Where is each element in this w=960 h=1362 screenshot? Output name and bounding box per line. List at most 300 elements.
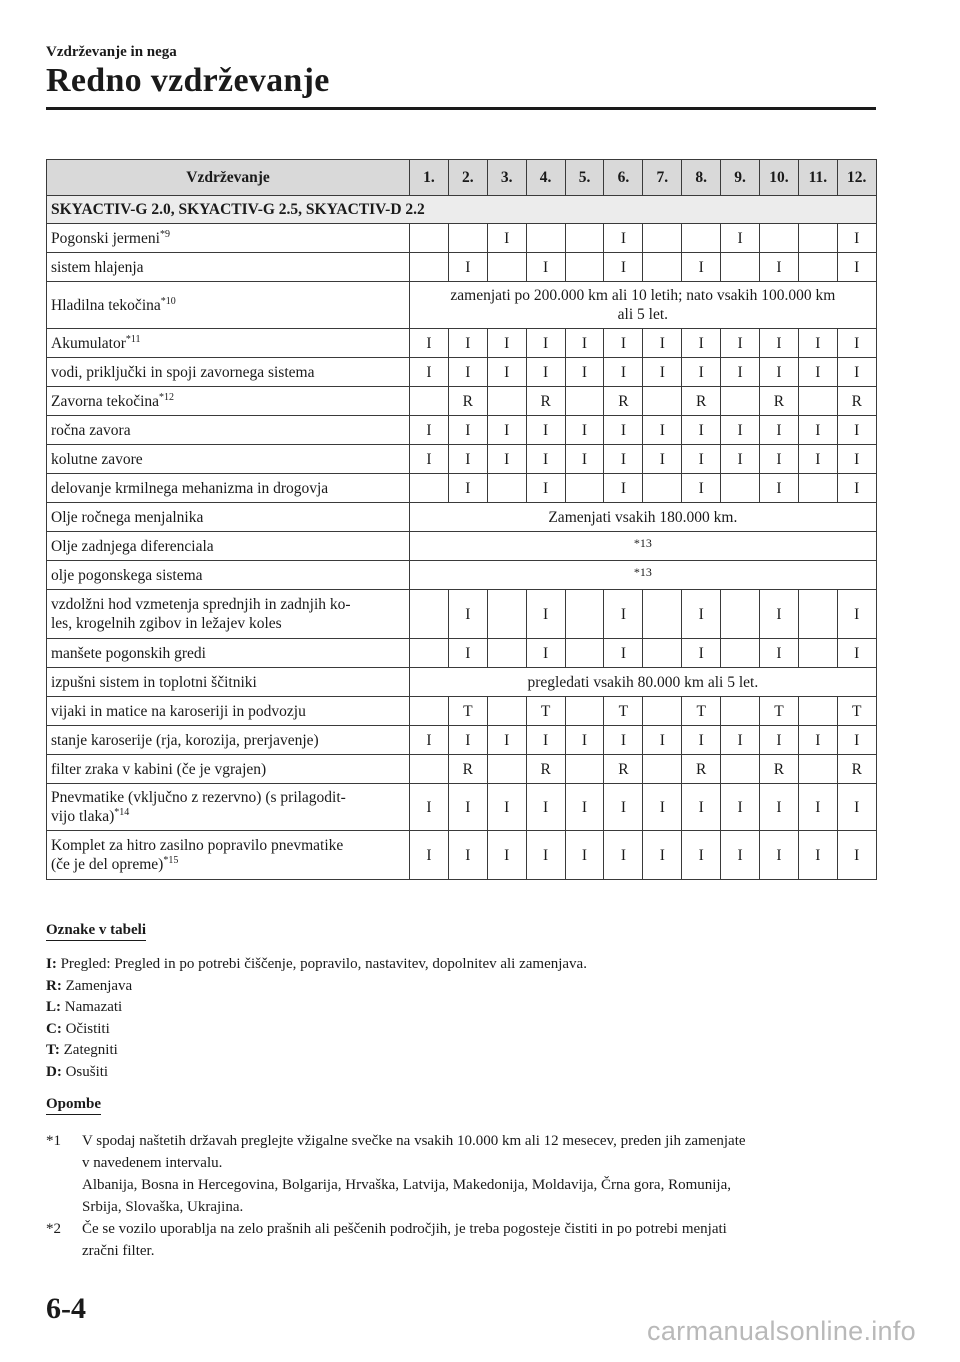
legend-key: I: (46, 956, 57, 972)
header-interval: 2. (448, 160, 487, 196)
interval-cell: I (798, 831, 837, 880)
row-name (47, 445, 410, 474)
table-row (47, 590, 877, 639)
interval-cell: I (837, 416, 876, 445)
footnote-line: V spodaj naštetih državah preglejte vžigalne svečke na vsakih 10.000 km ali 12 mesecev, preden jih zamenjate (82, 1133, 746, 1149)
interval-cell: I (643, 358, 682, 387)
interval-cell (565, 387, 604, 416)
row-name-text: vijaki in matice na karoseriji in podvozju (51, 702, 306, 720)
interval-cell: I (526, 474, 565, 503)
interval-cell: I (565, 784, 604, 831)
table-row (47, 445, 877, 474)
row-name-text: stanje karoserije (rja, korozija, prerjavenje) (51, 731, 319, 749)
footnote-ref: *15 (163, 854, 179, 866)
interval-cell (643, 755, 682, 784)
footnote-line: Albanija, Bosna in Hercegovina, Bolgarija, Hrvaška, Latvija, Makedonija, Moldavija, Črna gora, Romunija, (82, 1177, 731, 1193)
interval-cell: I (526, 726, 565, 755)
interval-cell: I (526, 253, 565, 282)
legend-text: Zamenjava (65, 977, 133, 994)
interval-cell: I (760, 253, 799, 282)
interval-cell (487, 639, 526, 668)
interval-span-cell: pregledati vsakih 80.000 km ali 5 let. (410, 668, 877, 697)
header-interval: 8. (682, 160, 721, 196)
table-row (47, 358, 877, 387)
row-name-text: Pogonski jermeni (51, 229, 160, 247)
interval-cell: I (410, 784, 449, 831)
row-name-text: delovanje krmilnega mehanizma in drogovja (51, 479, 329, 497)
row-name (47, 282, 410, 329)
row-name-text: Akumulator (51, 334, 126, 352)
interval-cell: I (487, 358, 526, 387)
interval-cell: I (760, 639, 799, 668)
interval-cell (487, 755, 526, 784)
notes-title: Opombe (46, 1096, 101, 1115)
interval-cell (798, 590, 837, 639)
interval-cell: I (682, 474, 721, 503)
row-name-line: Pnevmatike (vključno z rezervno) (s prilagodit- (51, 789, 346, 806)
row-name (47, 726, 410, 755)
interval-cell (643, 224, 682, 253)
footnote-ref: *11 (125, 333, 141, 345)
row-name-text: olje pogonskega sistema (51, 566, 203, 584)
table-header-row (47, 160, 877, 196)
table-row (47, 726, 877, 755)
table-row (47, 282, 877, 329)
interval-cell (565, 590, 604, 639)
footnote-ref: *12 (159, 391, 175, 403)
interval-cell: I (604, 784, 643, 831)
interval-cell: I (448, 726, 487, 755)
interval-cell: R (760, 755, 799, 784)
interval-cell: I (487, 329, 526, 358)
interval-cell: I (798, 329, 837, 358)
interval-cell: I (487, 831, 526, 880)
row-name-text: les, krogelnih zgibov in ležajev koles (51, 615, 282, 632)
row-name-line: vzdolžni hod vzmetenja sprednjih in zadnjih ko- (51, 596, 351, 613)
footnote-number: *2 (46, 1221, 61, 1237)
interval-cell: I (837, 253, 876, 282)
interval-cell (798, 639, 837, 668)
interval-cell: I (721, 329, 760, 358)
interval-cell (682, 224, 721, 253)
interval-cell (410, 253, 449, 282)
interval-cell: R (526, 387, 565, 416)
legend-key: C: (46, 1020, 62, 1037)
interval-cell: R (837, 387, 876, 416)
interval-cell: R (682, 755, 721, 784)
interval-cell: I (721, 726, 760, 755)
footnote (46, 1218, 876, 1262)
interval-cell: I (487, 726, 526, 755)
interval-cell: I (682, 639, 721, 668)
legend-item (46, 954, 587, 976)
row-name (47, 253, 410, 282)
interval-cell: I (837, 445, 876, 474)
interval-cell: T (837, 697, 876, 726)
interval-cell: I (682, 590, 721, 639)
interval-cell (721, 253, 760, 282)
interval-cell (487, 590, 526, 639)
footnote-ref: *14 (114, 806, 130, 818)
header-interval: 5. (565, 160, 604, 196)
interval-cell (643, 387, 682, 416)
interval-cell: I (565, 416, 604, 445)
legend-key: L: (46, 999, 61, 1015)
legend-text: Pregled: Pregled in po potrebi čiščenje, popravilo, nastavitev, dopolnitev ali zamenjava. (60, 956, 587, 972)
interval-cell (643, 590, 682, 639)
interval-cell: I (448, 253, 487, 282)
interval-cell: I (721, 784, 760, 831)
interval-cell: R (448, 755, 487, 784)
row-name (47, 784, 410, 831)
interval-cell: I (682, 358, 721, 387)
footnote (46, 1130, 876, 1218)
interval-cell (721, 697, 760, 726)
interval-cell: I (448, 445, 487, 474)
interval-cell: I (760, 358, 799, 387)
header-interval: 1. (410, 160, 449, 196)
interval-cell (487, 697, 526, 726)
interval-cell: I (760, 445, 799, 474)
interval-cell: I (448, 416, 487, 445)
row-name (47, 532, 410, 561)
legend (46, 954, 587, 1083)
interval-cell: R (604, 387, 643, 416)
interval-cell: I (565, 358, 604, 387)
row-name (47, 590, 410, 639)
interval-cell: I (565, 726, 604, 755)
table-row (47, 329, 877, 358)
interval-cell: I (448, 329, 487, 358)
interval-cell: R (604, 755, 643, 784)
interval-cell: I (682, 416, 721, 445)
row-name (47, 668, 410, 697)
interval-cell: I (721, 831, 760, 880)
interval-cell: I (526, 590, 565, 639)
interval-cell: I (526, 831, 565, 880)
row-name (47, 416, 410, 445)
interval-cell: I (604, 329, 643, 358)
row-name (47, 697, 410, 726)
header-interval: 7. (643, 160, 682, 196)
interval-cell: R (760, 387, 799, 416)
interval-cell: I (410, 329, 449, 358)
interval-cell (410, 474, 449, 503)
footnote-line: Srbija, Slovaška, Ukrajina. (82, 1199, 244, 1215)
header-interval: 3. (487, 160, 526, 196)
row-name-text: manšete pogonskih gredi (51, 644, 206, 662)
maintenance-table (46, 159, 877, 880)
header-interval: 12. (837, 160, 876, 196)
interval-cell: I (837, 639, 876, 668)
legend-item (46, 1019, 587, 1041)
table-row (47, 639, 877, 668)
interval-cell: I (760, 784, 799, 831)
legend-title: Oznake v tabeli (46, 922, 146, 941)
interval-cell: T (682, 697, 721, 726)
interval-cell: I (604, 224, 643, 253)
interval-cell: I (487, 416, 526, 445)
interval-cell: I (837, 224, 876, 253)
interval-cell: I (760, 329, 799, 358)
interval-cell: I (760, 590, 799, 639)
interval-cell (798, 224, 837, 253)
interval-cell: I (760, 416, 799, 445)
row-name (47, 474, 410, 503)
engine-group-label: SKYACTIV-G 2.0, SKYACTIV-G 2.5, SKYACTIV-D 2.2 (47, 196, 877, 224)
row-name (47, 387, 410, 416)
interval-cell: I (798, 358, 837, 387)
interval-cell: I (410, 445, 449, 474)
interval-cell: I (604, 358, 643, 387)
interval-cell: I (798, 445, 837, 474)
row-name-line (51, 855, 405, 874)
legend-text: Očistiti (65, 1020, 110, 1037)
interval-cell: T (604, 697, 643, 726)
legend-key: D: (46, 1063, 62, 1080)
engine-group-row (47, 196, 877, 224)
interval-cell: I (837, 474, 876, 503)
footnote-line: Če se vozilo uporablja na zelo prašnih ali peščenih področjih, je treba pogosteje čistiti in po potrebi menjati (82, 1221, 727, 1237)
table-row (47, 668, 877, 697)
row-name (47, 503, 410, 532)
header-maintenance: Vzdrževanje (47, 160, 410, 196)
interval-cell: T (448, 697, 487, 726)
footnote-ref: *10 (160, 295, 176, 307)
interval-cell (410, 387, 449, 416)
page-number: 6-4 (46, 1292, 86, 1325)
interval-cell (410, 755, 449, 784)
interval-cell: I (565, 445, 604, 474)
legend-text: Osušiti (65, 1063, 109, 1080)
interval-cell: I (682, 726, 721, 755)
interval-span-line: ali 5 let. (617, 306, 669, 323)
table-row (47, 474, 877, 503)
interval-span-cell: Zamenjati vsakih 180.000 km. (410, 503, 877, 532)
interval-cell: I (643, 445, 682, 474)
table-row (47, 784, 877, 831)
interval-cell (565, 755, 604, 784)
footnote-ref: *9 (159, 228, 170, 240)
interval-cell (487, 387, 526, 416)
interval-cell: I (410, 416, 449, 445)
row-name-text: sistem hlajenja (51, 258, 144, 276)
interval-cell: I (604, 831, 643, 880)
interval-cell: I (682, 784, 721, 831)
interval-cell (721, 387, 760, 416)
interval-cell: R (837, 755, 876, 784)
interval-cell: I (448, 831, 487, 880)
section-label: Vzdrževanje in nega (46, 44, 177, 60)
interval-cell: I (604, 416, 643, 445)
interval-cell: I (837, 831, 876, 880)
interval-cell: I (721, 445, 760, 474)
interval-cell: I (643, 416, 682, 445)
row-name (47, 561, 410, 590)
interval-cell: I (721, 358, 760, 387)
interval-cell: I (448, 590, 487, 639)
interval-cell (448, 224, 487, 253)
interval-cell: I (526, 329, 565, 358)
interval-cell: I (487, 224, 526, 253)
interval-cell: I (798, 726, 837, 755)
interval-span-cell: *13 (410, 532, 877, 561)
row-name-text: vijo tlaka) (51, 808, 115, 825)
interval-cell: T (760, 697, 799, 726)
table-row (47, 387, 877, 416)
interval-cell: I (526, 639, 565, 668)
interval-cell: I (604, 445, 643, 474)
interval-cell (487, 253, 526, 282)
interval-cell: T (526, 697, 565, 726)
interval-cell: I (643, 784, 682, 831)
interval-cell: I (682, 329, 721, 358)
interval-cell: I (798, 784, 837, 831)
table-row (47, 224, 877, 253)
interval-cell (410, 224, 449, 253)
watermark: carmanualsonline.info (647, 1316, 916, 1346)
legend-item (46, 997, 587, 1019)
interval-cell (565, 639, 604, 668)
interval-cell (410, 697, 449, 726)
interval-cell (643, 253, 682, 282)
interval-cell: I (410, 358, 449, 387)
interval-cell: I (682, 253, 721, 282)
interval-cell: I (604, 590, 643, 639)
interval-span-cell: *13 (410, 561, 877, 590)
row-name (47, 639, 410, 668)
row-name-text: izpušni sistem in toplotni ščitniki (51, 673, 257, 691)
interval-cell: I (604, 253, 643, 282)
interval-cell: I (526, 784, 565, 831)
row-name-text: Olje zadnjega diferenciala (51, 537, 214, 555)
footnote-line: v navedenem intervalu. (82, 1155, 223, 1171)
table-row (47, 416, 877, 445)
interval-cell (565, 224, 604, 253)
header-interval: 11. (798, 160, 837, 196)
interval-cell (721, 590, 760, 639)
interval-cell (798, 253, 837, 282)
interval-cell (643, 639, 682, 668)
interval-cell: R (448, 387, 487, 416)
interval-cell (526, 224, 565, 253)
row-name (47, 358, 410, 387)
legend-item (46, 1040, 587, 1062)
table-row (47, 831, 877, 880)
interval-cell: I (837, 726, 876, 755)
interval-cell: I (837, 590, 876, 639)
interval-cell (798, 755, 837, 784)
footnote-number: *1 (46, 1133, 61, 1149)
interval-span-line: zamenjati po 200.000 km ali 10 letih; nato vsakih 100.000 km (450, 287, 836, 304)
legend-key: R: (46, 977, 62, 994)
row-name (47, 755, 410, 784)
interval-cell: R (682, 387, 721, 416)
interval-cell: I (721, 224, 760, 253)
row-name-text: Zavorna tekočina (51, 392, 160, 410)
header-interval: 9. (721, 160, 760, 196)
interval-cell: I (565, 329, 604, 358)
header-interval: 4. (526, 160, 565, 196)
interval-cell: I (448, 474, 487, 503)
interval-cell (798, 697, 837, 726)
interval-cell: I (837, 784, 876, 831)
interval-cell: I (837, 358, 876, 387)
interval-cell (410, 639, 449, 668)
row-name-text: vodi, priključki in spoji zavornega sistema (51, 363, 315, 381)
row-name (47, 831, 410, 880)
interval-cell: I (682, 445, 721, 474)
interval-cell: I (682, 831, 721, 880)
interval-cell: I (448, 358, 487, 387)
interval-cell: I (487, 445, 526, 474)
interval-cell: I (526, 358, 565, 387)
interval-cell (760, 224, 799, 253)
interval-cell: I (643, 329, 682, 358)
interval-cell (410, 590, 449, 639)
legend-item (46, 1062, 587, 1084)
interval-cell (487, 474, 526, 503)
interval-cell: I (760, 474, 799, 503)
interval-cell (721, 639, 760, 668)
table-row (47, 755, 877, 784)
header-interval: 10. (760, 160, 799, 196)
row-name-text: kolutne zavore (51, 450, 143, 468)
row-name (47, 224, 410, 253)
interval-cell (565, 253, 604, 282)
interval-cell: I (721, 416, 760, 445)
header-interval: 6. (604, 160, 643, 196)
interval-cell (798, 474, 837, 503)
row-name-text: Olje ročnega menjalnika (51, 508, 204, 526)
interval-span-cell (410, 282, 877, 329)
interval-cell (721, 474, 760, 503)
row-name-text: ročna zavora (51, 421, 131, 439)
row-name-line (51, 807, 405, 826)
interval-cell: I (448, 784, 487, 831)
interval-cell: I (487, 784, 526, 831)
legend-key: T: (46, 1042, 60, 1058)
table-row (47, 697, 877, 726)
row-name (47, 329, 410, 358)
interval-cell: I (526, 445, 565, 474)
interval-cell: I (760, 831, 799, 880)
interval-cell: I (410, 831, 449, 880)
interval-cell: I (604, 474, 643, 503)
interval-cell (643, 697, 682, 726)
interval-cell: R (526, 755, 565, 784)
interval-cell: I (604, 726, 643, 755)
interval-cell: I (565, 831, 604, 880)
interval-cell: I (798, 416, 837, 445)
interval-cell: I (837, 329, 876, 358)
interval-cell (565, 474, 604, 503)
row-name-text: (če je del opreme) (51, 856, 164, 873)
table-row (47, 561, 877, 590)
interval-cell (643, 474, 682, 503)
row-name-text: filter zraka v kabini (če je vgrajen) (51, 760, 267, 778)
interval-cell: I (643, 831, 682, 880)
title-divider (46, 107, 876, 110)
interval-cell: I (410, 726, 449, 755)
row-name-line (51, 614, 405, 633)
interval-cell (798, 387, 837, 416)
interval-cell: I (643, 726, 682, 755)
interval-cell (565, 697, 604, 726)
interval-cell (721, 755, 760, 784)
page-title: Redno vzdrževanje (46, 62, 330, 99)
row-name-text: Hladilna tekočina (51, 296, 161, 314)
